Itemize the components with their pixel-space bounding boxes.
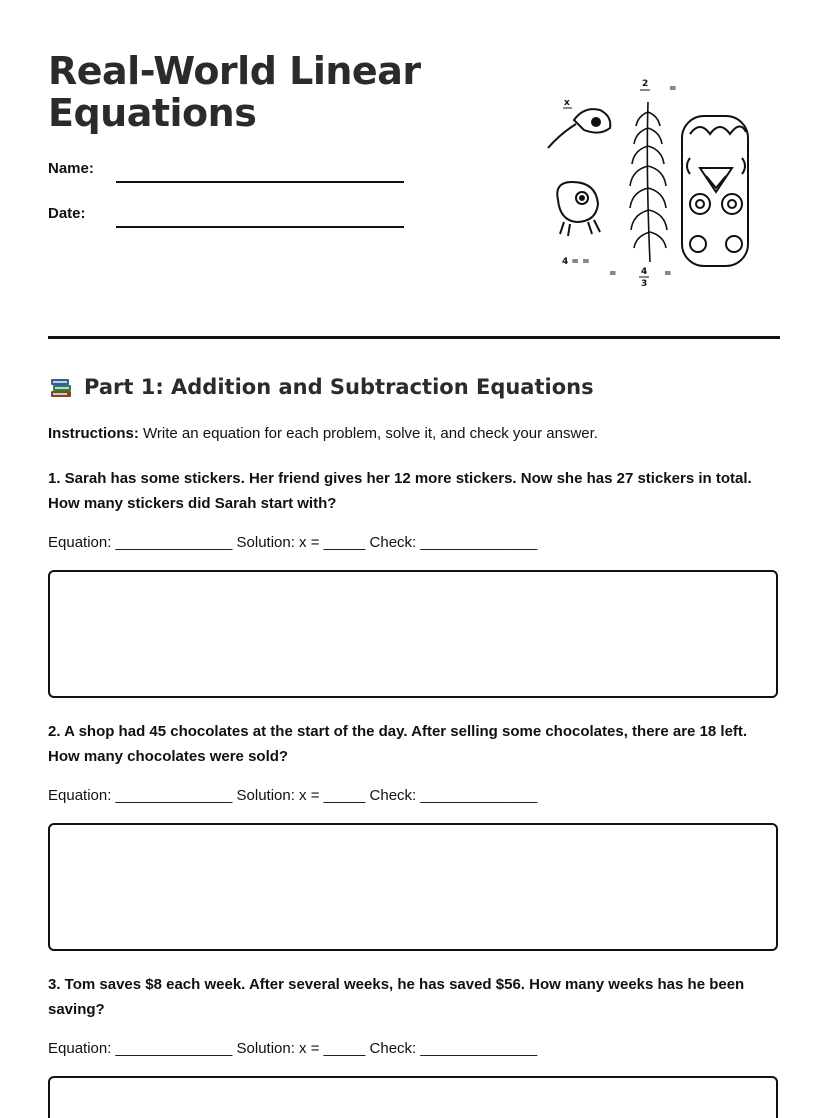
work-box-1[interactable] <box>48 570 778 698</box>
question-3: 3. Tom saves $8 each week. After several weeks, he has saved $56. How many weeks has he been saving? <box>48 976 745 1018</box>
illus-label-2: 2 <box>642 79 649 89</box>
question-1: 1. Sarah has some stickers. Her friend gives her 12 more stickers. Now she has 27 stickers in total. How many stickers did Sarah start with? <box>48 470 752 512</box>
part1-heading-text: Part 1: Addition and Subtraction Equations <box>84 375 594 399</box>
maori-illustration <box>540 72 780 297</box>
name-line[interactable] <box>116 181 404 183</box>
illus-label-4: 4 <box>641 267 648 277</box>
instructions <box>48 425 598 442</box>
kiwi-chick-icon <box>557 182 600 236</box>
answer-line-1: Equation: ______________ Solution: x = _____ Check: ______________ <box>48 534 538 551</box>
books-icon <box>48 374 74 400</box>
illus-label-4eq: 4 = = <box>562 257 590 267</box>
question-2: 2. A shop had 45 chocolates at the start of the day. After selling some chocolates, there are 18 left. How many chocolates were sold? <box>48 723 748 765</box>
illus-label-3: 3 <box>641 279 648 289</box>
fern-frond-icon <box>630 102 667 262</box>
maori-carving-icon <box>682 116 748 266</box>
work-box-3[interactable] <box>48 1076 778 1118</box>
illus-label-eq-2: = <box>609 269 617 279</box>
illus-label-eq-3: = <box>664 269 672 279</box>
date-line[interactable] <box>116 226 404 228</box>
date-label: Date: <box>48 205 86 222</box>
instructions-label: Instructions: <box>48 425 139 442</box>
answer-line-2: Equation: ______________ Solution: x = _____ Check: ______________ <box>48 787 538 804</box>
illus-label-x: x <box>564 98 570 108</box>
instructions-text: Write an equation for each problem, solve it, and check your answer. <box>138 425 598 442</box>
work-box-2[interactable] <box>48 823 778 951</box>
header-divider <box>48 336 780 339</box>
worksheet-title: Real-World Linear Equations <box>48 49 421 135</box>
part1-heading <box>48 374 594 400</box>
name-label: Name: <box>48 160 94 177</box>
answer-line-3: Equation: ______________ Solution: x = _____ Check: ______________ <box>48 1040 538 1057</box>
kiwi-bird-icon <box>548 109 610 148</box>
illus-label-eq-1: = <box>669 84 677 94</box>
